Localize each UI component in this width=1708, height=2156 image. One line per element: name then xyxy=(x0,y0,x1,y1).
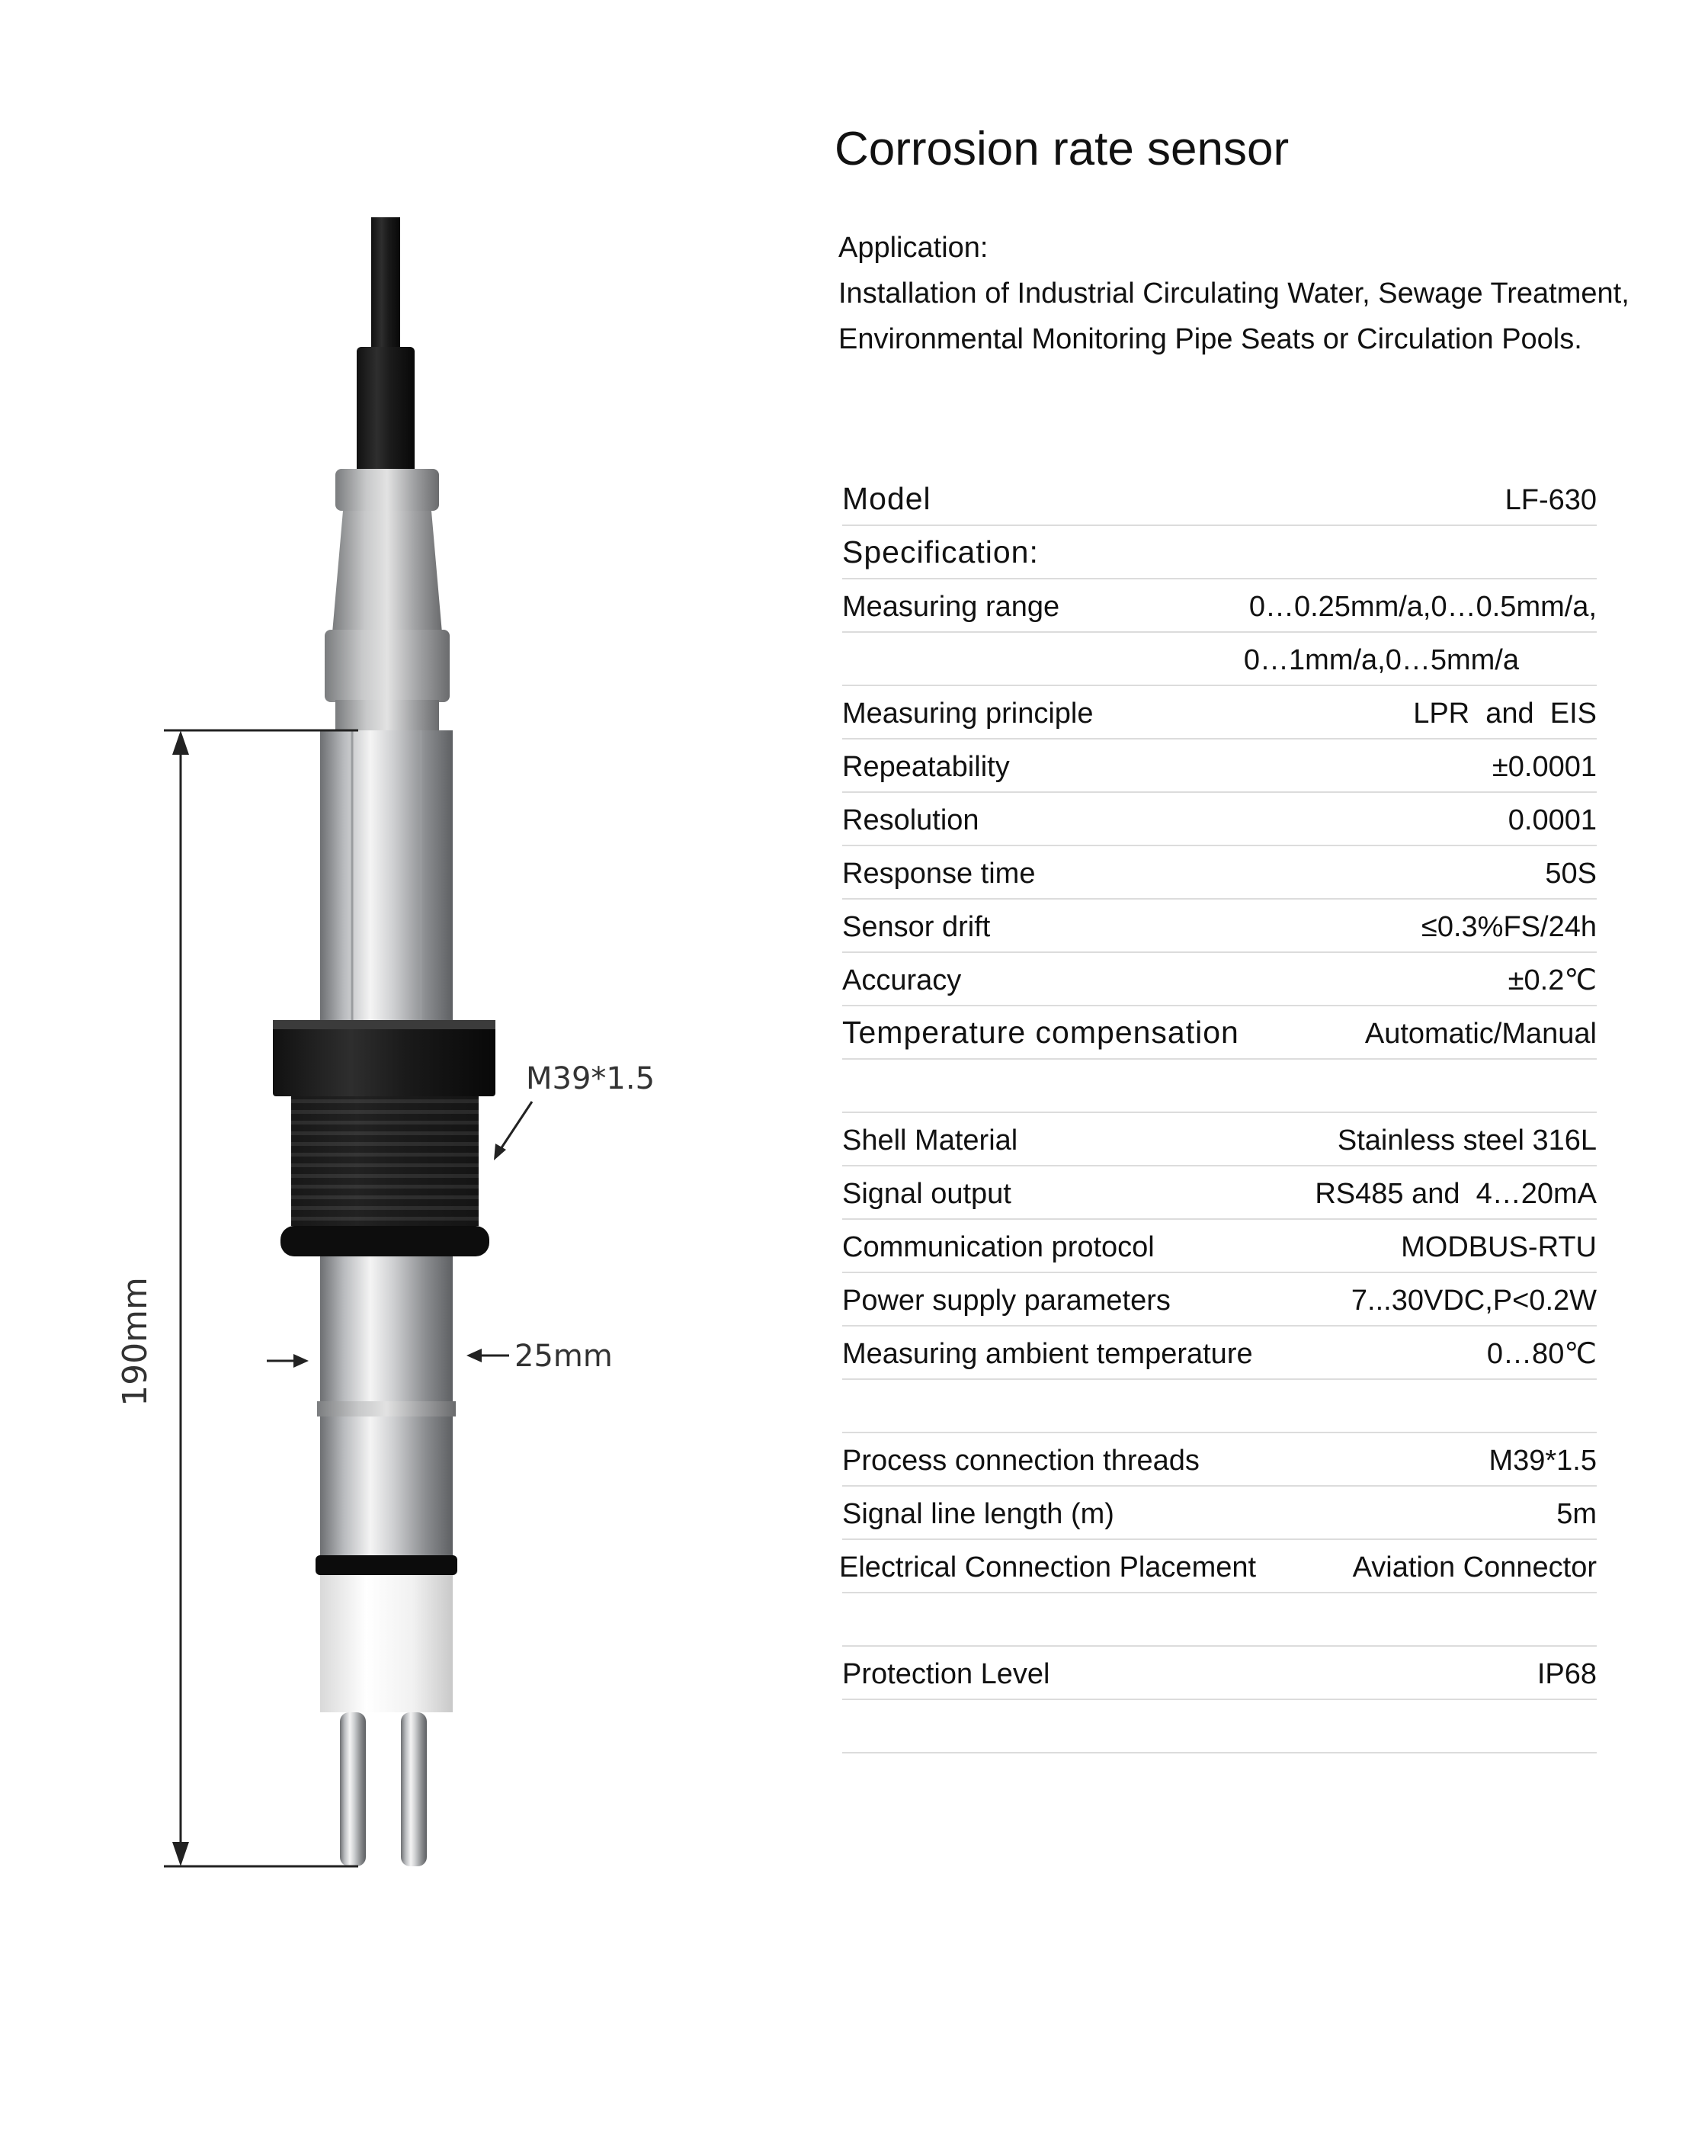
spec-row-model xyxy=(842,476,1597,526)
spec-label: Measuring range xyxy=(842,591,1060,623)
spec-value: IP68 xyxy=(1537,1658,1597,1690)
spec-label: Measuring ambient temperature xyxy=(842,1338,1253,1370)
spec-row-communication-protocol xyxy=(842,1223,1597,1273)
cable xyxy=(357,217,415,476)
spec-row-sensor-drift xyxy=(842,903,1597,953)
spec-row-separator xyxy=(842,1063,1597,1113)
spec-label: Electrical Connection Placement xyxy=(839,1551,1257,1583)
spec-row-shell-material xyxy=(842,1116,1597,1166)
steel-body-upper xyxy=(320,730,453,1024)
spec-label: Communication protocol xyxy=(842,1231,1155,1263)
length-label: 190mm xyxy=(116,1277,155,1407)
spec-row-protection-level xyxy=(842,1650,1597,1700)
spec-value: RS485 and 4…20mA xyxy=(1315,1178,1597,1210)
spec-row-ambient-temperature xyxy=(842,1330,1597,1380)
application-line-1: Installation of Industrial Circulating Water, Sewage Treatment, xyxy=(838,278,1629,310)
spec-value: MODBUS-RTU xyxy=(1401,1231,1597,1263)
spec-label: Measuring principle xyxy=(842,698,1094,730)
spec-value: Automatic/Manual xyxy=(1364,1018,1597,1050)
spec-label: Shell Material xyxy=(842,1125,1018,1157)
spec-value: Aviation Connector xyxy=(1352,1551,1597,1583)
thread-section xyxy=(280,1096,489,1256)
spec-row-measuring-range xyxy=(842,582,1597,633)
spec-row-accuracy xyxy=(842,956,1597,1006)
spec-row-signal-output xyxy=(842,1169,1597,1220)
spec-value: 50S xyxy=(1545,858,1597,890)
spec-row-separator xyxy=(842,1383,1597,1433)
spec-label: Accuracy xyxy=(842,964,962,996)
thread-label: M39*1.5 xyxy=(526,1061,655,1096)
application-text xyxy=(838,225,1629,362)
spec-row-repeatability xyxy=(842,743,1597,793)
spec-label: Signal line length (m) xyxy=(842,1498,1114,1530)
diameter-label: 25mm xyxy=(514,1339,613,1374)
aviation-connector xyxy=(325,469,450,730)
spec-value: ±0.0001 xyxy=(1492,751,1597,783)
spec-row-response-time xyxy=(842,849,1597,900)
spec-row-resolution xyxy=(842,796,1597,846)
spec-row-signal-line-length xyxy=(842,1490,1597,1540)
spec-value: 0…0.25mm/a,0…0.5mm/a, xyxy=(1248,591,1597,623)
spec-row-power-supply xyxy=(842,1276,1597,1327)
spec-label: Temperature compensation xyxy=(842,1015,1239,1050)
spec-label: Specification: xyxy=(842,534,1039,569)
spec-value: Stainless steel 316L xyxy=(1337,1125,1597,1157)
spec-value: LPR and EIS xyxy=(1413,698,1597,730)
thread-leader xyxy=(494,1102,532,1160)
electrode-pins xyxy=(340,1712,427,1866)
spec-value: 7...30VDC,P<0.2W xyxy=(1351,1285,1597,1317)
spec-label: Power supply parameters xyxy=(842,1285,1171,1317)
page-title: Corrosion rate sensor xyxy=(835,123,1290,175)
hex-nut xyxy=(273,1020,495,1096)
spec-value: 0…1mm/a,0…5mm/a xyxy=(1243,644,1519,676)
sensor-drawing xyxy=(0,0,800,2156)
spec-row-separator xyxy=(842,1703,1597,1753)
spec-label: Repeatability xyxy=(842,751,1010,783)
spec-value: ±0.2℃ xyxy=(1508,964,1597,996)
spec-row-specification xyxy=(842,529,1597,579)
spec-value: 5m xyxy=(1556,1498,1597,1530)
spec-value: ≤0.3%FS/24h xyxy=(1421,911,1597,943)
spec-label: Process connection threads xyxy=(842,1445,1200,1477)
spec-row-measuring-principle xyxy=(842,689,1597,740)
spec-row-measuring-range-cont xyxy=(842,636,1597,686)
spec-value: LF-630 xyxy=(1505,484,1597,516)
spec-value: 0.0001 xyxy=(1508,804,1597,836)
spec-row-separator xyxy=(842,1596,1597,1647)
application-line-2: Environmental Monitoring Pipe Seats or Circulation Pools. xyxy=(838,323,1582,355)
white-insulator xyxy=(320,1575,453,1712)
spec-label: Signal output xyxy=(842,1178,1011,1210)
spec-label: Response time xyxy=(842,858,1036,890)
spec-row-process-connection xyxy=(842,1436,1597,1487)
steel-body-lower xyxy=(316,1256,457,1575)
spec-value: M39*1.5 xyxy=(1488,1445,1597,1477)
spec-value: 0…80℃ xyxy=(1486,1338,1597,1370)
spec-label: Protection Level xyxy=(842,1658,1050,1690)
spec-label: Model xyxy=(842,481,931,516)
spec-row-electrical-connection xyxy=(839,1543,1597,1593)
spec-row-temperature-compensation xyxy=(842,1009,1597,1060)
application-heading: Application: xyxy=(838,232,989,264)
spec-label: Sensor drift xyxy=(842,911,991,943)
spec-label: Resolution xyxy=(842,804,979,836)
